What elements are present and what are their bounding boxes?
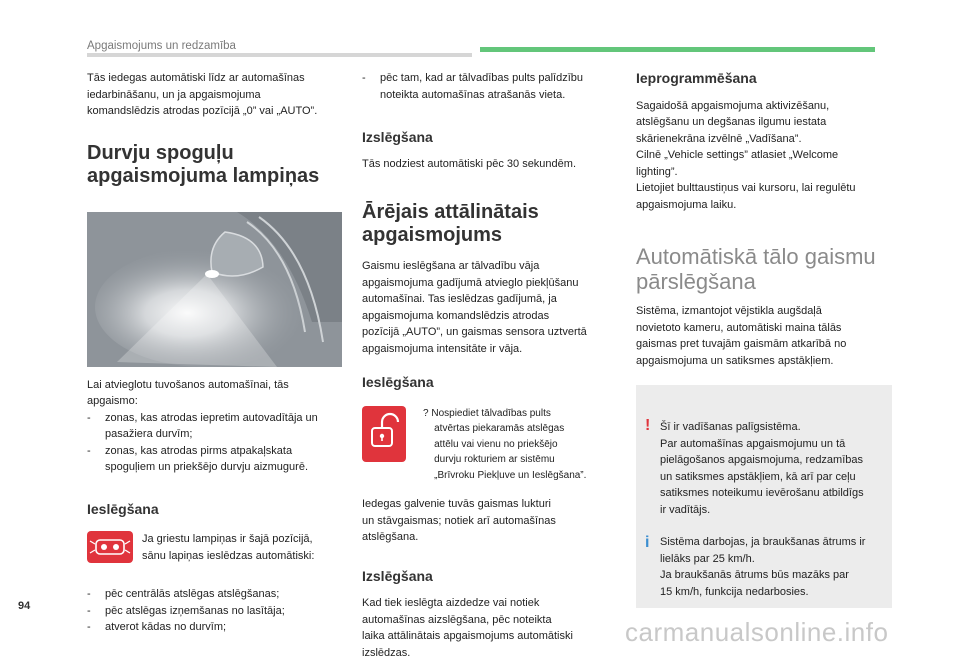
programming-heading: Ieprogrammēšana xyxy=(636,70,757,86)
ceiling-lamp-row xyxy=(87,531,342,564)
warning-text: Šī ir vadīšanas palīgsistēma. Par automašīnas apgaismojumu un tā pielāgošanos apgaismojuma, redzamības un satiksmes apstākļiem, kā arī par ceļu satiksmes noteikumu ievērošanu atbildīgs ir vadītājs. xyxy=(660,421,864,516)
list-item: - pēc atslēgas izņemšanas no lasītāja; xyxy=(87,603,342,620)
warning-note xyxy=(636,385,892,608)
warning-icon: ! xyxy=(645,417,651,434)
header-divider xyxy=(87,53,472,57)
door-lamp-icon xyxy=(87,531,133,563)
header-accent-bar xyxy=(480,47,875,52)
intro-paragraph: Tās iedegas automātiski līdz ar automašīnas iedarbināšanu, un ja apgaismojuma komandslēdzis atrodas pozīcijā „0” vai „AUTO”. xyxy=(87,72,318,117)
unlock-icon xyxy=(362,406,406,462)
bullet-icon: ? xyxy=(423,407,432,419)
remote-unlock-text: ? Nospiediet tālvadības pults atvērtas piekaramās atslēgas attēlu vai vienu no priekšējo durvju rokturiem ar sistēmu „Brīvroku Piekļuve un Ieslēgšana”. xyxy=(423,407,587,481)
lights-text: Iedegas galvenie tuvās gaismas lukturi un stāvgaismas; notiek arī automašīnas atslēgšana. xyxy=(362,498,556,543)
auto-off-text: Kad tiek ieslēgta aizdedze vai notiek automašīnas aizslēgšana, pēc noteikta laika attālinātais apgaismojums automātiski izslēdzas. xyxy=(362,597,573,659)
column-right xyxy=(636,70,892,608)
column-left xyxy=(87,70,342,636)
switch-on-heading: Ieslēgšana xyxy=(87,500,159,517)
list-item: - pēc tam, kad ar tālvadības pults palīdzību noteikta automašīnas atrašanās vieta. xyxy=(362,70,617,103)
ceiling-lamp-text: Ja griestu lampiņas ir šajā pozīcijā, sānu lapiņas ieslēdzas automātiski: xyxy=(142,533,315,562)
remote-unlock-row xyxy=(362,406,617,484)
approach-paragraph: Lai atvieglotu tuvošanos automašīnai, tās apgaismo: xyxy=(87,378,289,407)
column-middle xyxy=(362,70,617,661)
info-text: Sistēma darbojas, ja braukšanas ātrums ir lielāks par 25 km/h. Ja braukšanās ātrums būs mazāks par 15 km/h, funkcija nedarbosies. xyxy=(660,536,866,598)
list-item: - pēc centrālās atslēgas atslēgšanas; xyxy=(87,586,342,603)
watermark: carmanualsonline.info xyxy=(625,617,889,647)
remote-lighting-text: Gaismu ieslēgšana ar tālvadību vāja apgaismojuma gadījumā atvieglo piekļūšanu automašīnai. Tas ieslēdzas gadījumā, ja apgaismojuma komandslēdzis atrodas pozīcijā „AUTO”, un gaismas sensora uztvertā apgaismojuma intensitāte ir vāja. xyxy=(362,260,587,355)
list-item: - atverot kādas no durvīm; xyxy=(87,619,342,636)
mirror-lamps-heading: Durvju spoguļu apgaismojuma lampiņas xyxy=(87,141,320,187)
mirror-lamp-illustration xyxy=(87,212,342,367)
page-number: 94 xyxy=(18,600,31,612)
info-note xyxy=(645,534,884,600)
switch-on-heading: Ieslēgšana xyxy=(362,374,434,390)
auto-high-beam-heading: Automātiskā tālo gaismu pārslēgšana xyxy=(636,244,876,294)
list-item: - zonas, kas atrodas iepretim autovadītāja un pasažiera durvīm; xyxy=(87,410,342,443)
info-icon: i xyxy=(645,534,650,551)
switch-off-heading: Izslēgšana xyxy=(362,129,433,145)
programming-text: Sagaidošā apgaismojuma aktivizēšanu, atslēgšanu un degšanas ilgumu iestata skārienekrāna izvēlnē „Vadīšana”. Cilnē „Vehicle settings” atlasiet „Welcome lighting”. Lietojiet bulttaustiņus vai kursoru, lai regulētu apgaismojuma laiku. xyxy=(636,99,856,211)
switch-off-text: Tās nodziest automātiski pēc 30 sekundēm. xyxy=(362,157,577,170)
remote-lighting-heading: Ārējais attālinātais apgaismojums xyxy=(362,201,539,246)
auto-high-beam-text: Sistēma, izmantojot vējstikla augšdaļā novietoto kameru, automātiski maina tālās gaismas pret tuvajām gaismām atkarībā no apgaismojuma un satiksmes apstākļiem. xyxy=(636,305,847,367)
list-item: - zonas, kas atrodas pirms atpakaļskata spoguļiem un priekšējo durvju aizmugurē. xyxy=(87,443,342,476)
switch-off-heading: Izslēgšana xyxy=(362,567,433,584)
section-title: Apgaismojums un redzamība xyxy=(87,40,236,52)
